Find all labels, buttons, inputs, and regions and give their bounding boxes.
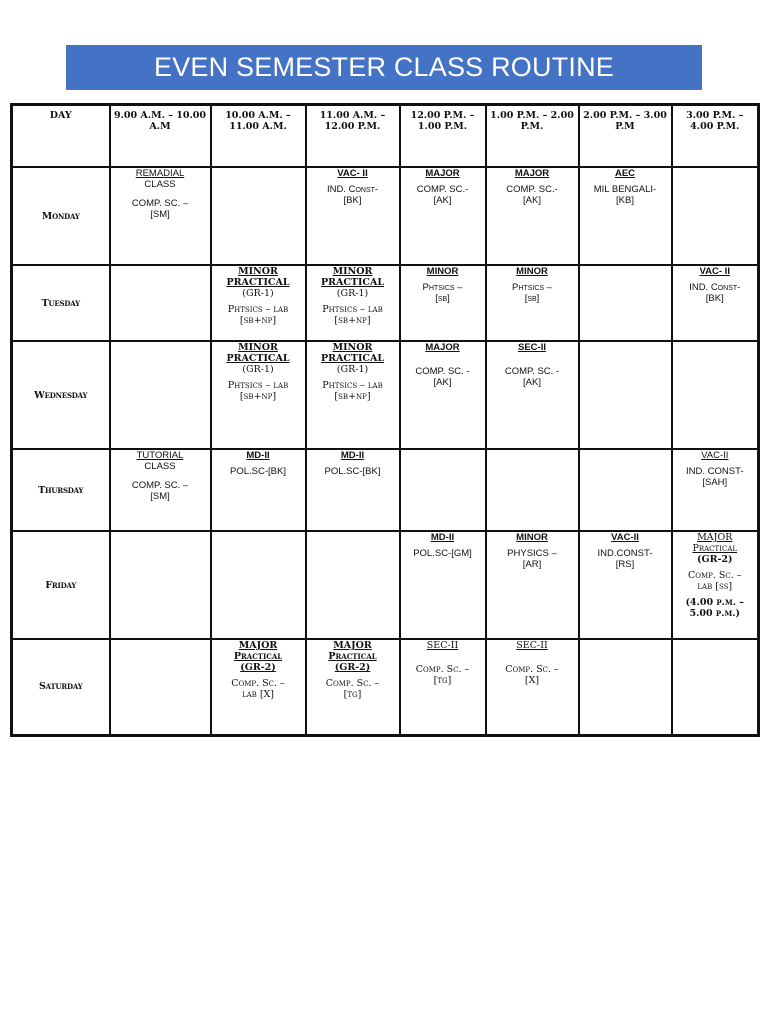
cell-line: MINOR xyxy=(332,342,373,353)
cell-line: lab [X] xyxy=(241,689,275,700)
cell-line: CLASS xyxy=(144,461,176,472)
cell-line: MAJOR xyxy=(514,168,550,179)
cell-line: (GR-2) xyxy=(696,554,733,565)
title-banner xyxy=(66,45,702,90)
header-slot-5: 1.00 P.M. – 2.00 P.M. xyxy=(486,105,579,168)
class-cell xyxy=(486,265,579,341)
empty-cell xyxy=(579,449,672,531)
cell-line: COMP. SC.- xyxy=(416,184,469,195)
day-cell: Friday xyxy=(12,531,110,639)
cell-line: Phtsics – lab xyxy=(322,380,383,391)
cell-line: VAC- II xyxy=(699,266,730,277)
cell-line: (GR-1) xyxy=(242,364,274,375)
cell-line: [sb] xyxy=(524,293,540,304)
empty-cell xyxy=(486,449,579,531)
cell-line: lab [ss] xyxy=(697,581,733,592)
cell-line: MD-II xyxy=(246,450,270,461)
cell-line: MAJOR xyxy=(238,640,278,651)
cell-line: CLASS xyxy=(144,179,176,190)
cell-line: [SM] xyxy=(150,491,170,502)
empty-cell xyxy=(110,531,211,639)
cell-line: Practical xyxy=(692,543,738,554)
table-row xyxy=(12,265,759,341)
cell-line: [sb+np] xyxy=(239,315,277,326)
cell-line: MINOR xyxy=(516,532,548,543)
cell-line: MINOR xyxy=(426,266,459,277)
day-cell: Thursday xyxy=(12,449,110,531)
cell-line: [sb+np] xyxy=(239,391,277,402)
header-slot-3: 11.00 A.M. – 12.00 P.M. xyxy=(306,105,400,168)
cell-line: TUTORIAL xyxy=(136,450,184,461)
header-slot-4: 12.00 P.M. – 1.00 P.M. xyxy=(400,105,486,168)
cell-line: Phtsics – lab xyxy=(227,380,289,391)
class-cell xyxy=(672,265,759,341)
cell-line: 5.00 p.m.) xyxy=(689,608,741,619)
cell-line: [AK] xyxy=(433,377,452,388)
cell-line: MD-II xyxy=(430,532,455,543)
cell-line: (4.00 p.m. – xyxy=(685,597,745,608)
cell-line: Phtsics – lab xyxy=(227,304,289,315)
cell-line: VAC- II xyxy=(337,168,368,179)
header-slot-7: 3.00 P.M. – 4.00 P.M. xyxy=(672,105,759,168)
day-cell: Monday xyxy=(12,167,110,265)
cell-line: PHYSICS – xyxy=(507,548,557,559)
cell-line: SEC-II xyxy=(426,640,459,651)
empty-cell xyxy=(672,167,759,265)
cell-line: COMP. SC. - xyxy=(504,366,560,377)
class-cell xyxy=(486,341,579,449)
cell-line: PRACTICAL xyxy=(226,277,290,288)
class-cell xyxy=(306,265,400,341)
empty-cell xyxy=(579,341,672,449)
class-cell xyxy=(110,449,211,531)
cell-line: Comp. Sc. – xyxy=(325,678,380,689)
cell-line: [sb] xyxy=(435,293,450,304)
cell-line: MINOR xyxy=(332,266,373,277)
empty-cell xyxy=(672,341,759,449)
cell-line: IND.CONST- xyxy=(597,548,653,559)
cell-line: Comp. Sc. – xyxy=(687,570,742,581)
class-cell xyxy=(400,341,486,449)
cell-line: POL.SC-[GM] xyxy=(413,548,472,559)
cell-line: IND. Const- xyxy=(689,282,741,293)
cell-line: COMP. SC. – xyxy=(131,480,189,491)
cell-line: MINOR xyxy=(238,266,278,277)
class-cell xyxy=(306,639,400,735)
cell-line: AEC xyxy=(614,168,636,179)
cell-line: [SM] xyxy=(150,209,170,220)
cell-line: POL.SC-[BK] xyxy=(324,466,381,477)
class-cell xyxy=(211,449,306,531)
header-slot-2: 10.00 A.M. – 11.00 A.M. xyxy=(211,105,306,168)
cell-line: COMP. SC. – xyxy=(131,198,189,209)
table-row xyxy=(12,639,759,735)
cell-line: MAJOR xyxy=(425,342,460,353)
class-cell xyxy=(486,639,579,735)
cell-line: [sb+np] xyxy=(334,391,371,402)
empty-cell xyxy=(400,449,486,531)
cell-line: COMP. SC. - xyxy=(415,366,470,377)
class-cell xyxy=(211,341,306,449)
class-cell xyxy=(400,167,486,265)
cell-line: [AK] xyxy=(523,377,541,388)
class-cell xyxy=(579,167,672,265)
cell-line: Comp. Sc. – xyxy=(505,664,559,675)
table-row xyxy=(12,449,759,531)
cell-line: [BK] xyxy=(705,293,724,304)
empty-cell xyxy=(306,531,400,639)
routine-table xyxy=(10,103,760,737)
cell-line: [tg] xyxy=(433,675,452,686)
header-slot-6: 2.00 P.M. – 3.00 P.M xyxy=(579,105,672,168)
day-cell: Wednesday xyxy=(12,341,110,449)
class-cell xyxy=(306,167,400,265)
cell-line: PRACTICAL xyxy=(320,277,385,288)
cell-line: VAC-II xyxy=(701,450,729,461)
cell-line: MINOR xyxy=(238,342,278,353)
cell-line: [AK] xyxy=(433,195,452,206)
cell-line: Comp. Sc. – xyxy=(231,678,285,689)
cell-line: Phtsics – xyxy=(512,282,552,293)
cell-line: IND. CONST- xyxy=(685,466,744,477)
cell-line: MAJOR xyxy=(425,168,460,179)
cell-line: (GR-1) xyxy=(336,288,369,299)
cell-line: Comp. Sc. – xyxy=(415,664,470,675)
empty-cell xyxy=(110,265,211,341)
page-title: EVEN SEMESTER CLASS ROUTINE xyxy=(154,52,614,82)
cell-line: MAJOR xyxy=(697,532,733,543)
header-day: DAY xyxy=(12,105,110,168)
header-slot-1: 9.00 A.M. – 10.00 A.M xyxy=(110,105,211,168)
cell-line: (GR-2) xyxy=(334,662,371,673)
class-cell xyxy=(672,449,759,531)
cell-line: (GR-2) xyxy=(240,662,276,673)
class-cell xyxy=(400,639,486,735)
cell-line: [RS] xyxy=(615,559,635,570)
cell-line: MINOR xyxy=(516,266,548,277)
class-cell xyxy=(672,531,759,639)
header-row xyxy=(12,105,759,168)
class-cell xyxy=(306,341,400,449)
empty-cell xyxy=(672,639,759,735)
cell-line: [BK] xyxy=(343,195,362,206)
empty-cell xyxy=(211,531,306,639)
class-cell xyxy=(110,167,211,265)
class-cell xyxy=(400,265,486,341)
empty-cell xyxy=(110,639,211,735)
empty-cell xyxy=(579,265,672,341)
table-row xyxy=(12,531,759,639)
cell-line: Practical xyxy=(233,651,283,662)
empty-cell xyxy=(579,639,672,735)
cell-line: SEC-II xyxy=(516,640,548,651)
cell-line: MAJOR xyxy=(333,640,372,651)
cell-line: (GR-1) xyxy=(336,364,369,375)
cell-line: [tg] xyxy=(343,689,362,700)
cell-line: POL.SC-[BK] xyxy=(230,466,286,477)
cell-line: [KB] xyxy=(616,195,634,206)
day-cell: Tuesday xyxy=(12,265,110,341)
cell-line: Phtsics – lab xyxy=(322,304,383,315)
cell-line: Practical xyxy=(328,651,377,662)
class-cell xyxy=(486,531,579,639)
class-cell xyxy=(211,639,306,735)
cell-line: [sb+np] xyxy=(334,315,371,326)
cell-line: REMADIAL xyxy=(135,168,185,179)
cell-line: Phtsics – xyxy=(422,282,463,293)
class-cell xyxy=(211,265,306,341)
cell-line: VAC-II xyxy=(611,532,639,543)
cell-line: SEC-II xyxy=(518,342,546,353)
cell-line: PRACTICAL xyxy=(320,353,385,364)
cell-line: [AR] xyxy=(522,559,542,570)
table-row xyxy=(12,341,759,449)
table-row xyxy=(12,167,759,265)
empty-cell xyxy=(211,167,306,265)
cell-line: (GR-1) xyxy=(242,288,274,299)
class-cell xyxy=(400,531,486,639)
cell-line: [X] xyxy=(524,675,540,686)
cell-line: PRACTICAL xyxy=(226,353,290,364)
class-cell xyxy=(486,167,579,265)
cell-line: MIL BENGALI- xyxy=(593,184,657,195)
empty-cell xyxy=(110,341,211,449)
class-cell xyxy=(306,449,400,531)
cell-line: [AK] xyxy=(523,195,541,206)
cell-line: IND. Const- xyxy=(326,184,379,195)
cell-line: MD-II xyxy=(340,450,365,461)
cell-line: [SAH] xyxy=(702,477,728,488)
cell-line: COMP. SC.- xyxy=(506,184,558,195)
class-cell xyxy=(579,531,672,639)
day-cell: Saturday xyxy=(12,639,110,735)
